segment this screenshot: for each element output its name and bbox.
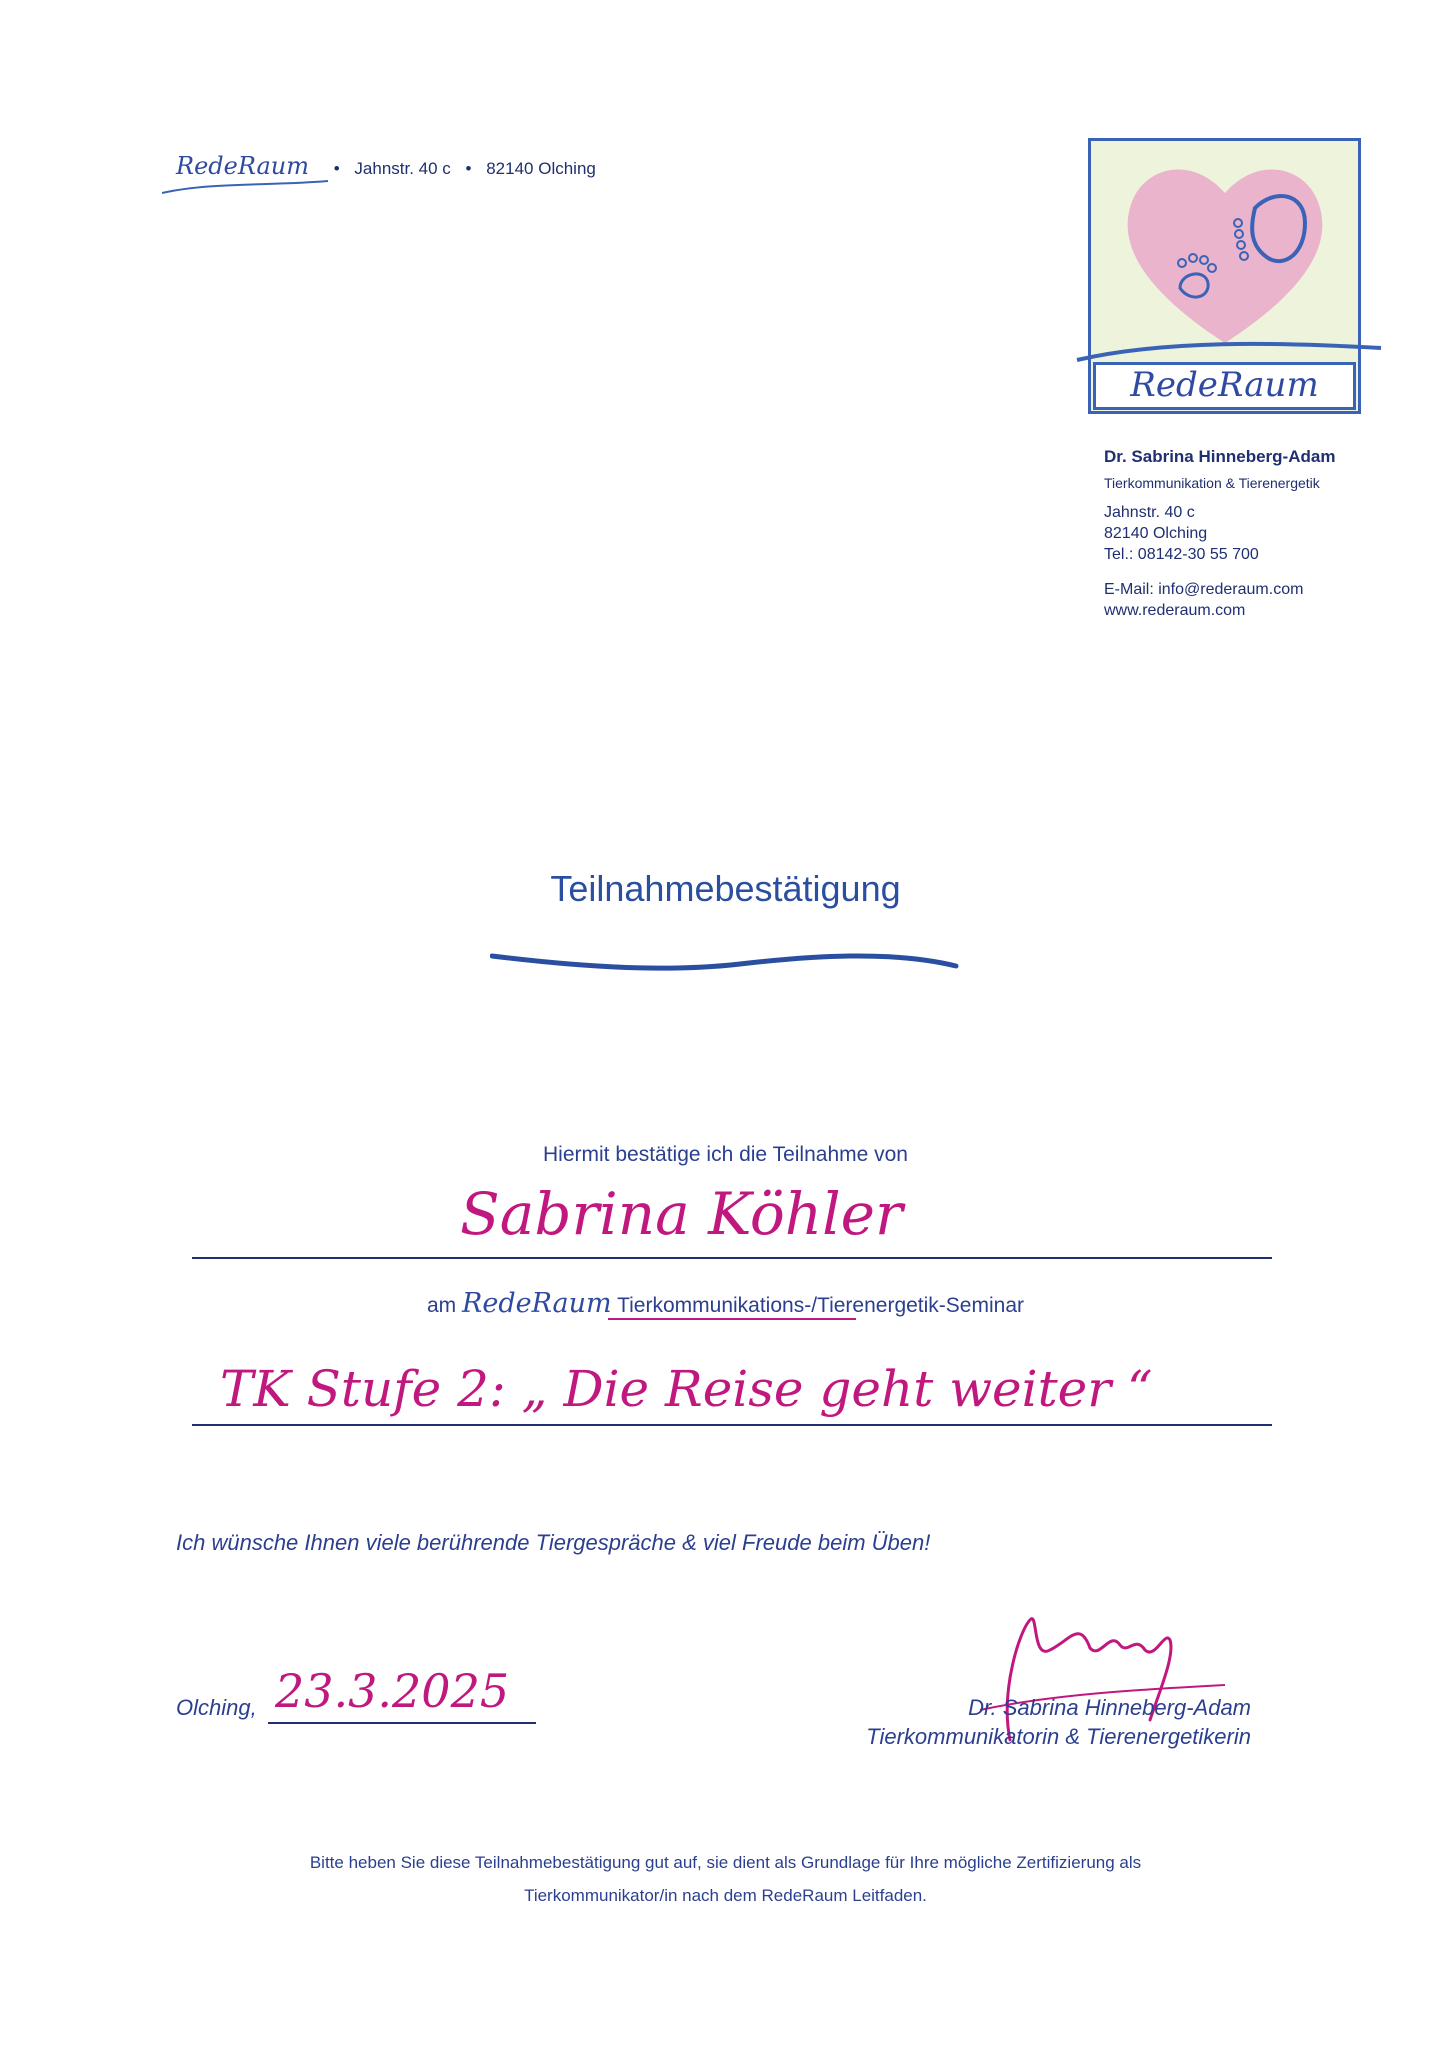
contact-subtitle: Tierkommunikation & Tierenergetik xyxy=(1104,475,1320,491)
separator-dot: • xyxy=(465,159,472,178)
footer-line-1: Bitte heben Sie diese Teilnahmebestätigung gut auf, sie dient als Grundlage für Ihre mögliche Zertifizierung als xyxy=(309,1853,1142,1872)
participant-line xyxy=(192,1257,1272,1259)
contact-street: Jahnstr. 40 c xyxy=(1104,504,1195,521)
separator-dot: • xyxy=(333,159,340,178)
logo-wordmark: RedeRaum xyxy=(1093,362,1356,410)
confirmation-text: Hiermit bestätige ich die Teilnahme von xyxy=(543,1143,908,1166)
seminar-line xyxy=(0,1288,1451,1319)
seminar-title: TK Stufe 2: „ Die Reise geht weiter “ xyxy=(220,1360,1153,1418)
heart-footprint-logo-icon xyxy=(1100,148,1350,358)
wish-text: Ich wünsche Ihnen viele berührende Tiergespräche & viel Freude beim Üben! xyxy=(176,1530,931,1555)
sender-city: 82140 Olching xyxy=(486,159,596,178)
sender-street: Jahnstr. 40 c xyxy=(354,159,451,178)
contact-web: www.rederaum.com xyxy=(1104,602,1246,619)
contact-block xyxy=(1104,446,1335,621)
sender-brand: RedeRaum xyxy=(176,152,309,180)
contact-name: Dr. Sabrina Hinneberg-Adam xyxy=(1104,447,1336,466)
date-line xyxy=(268,1722,536,1724)
contact-phone: Tel.: 08142-30 55 700 xyxy=(1104,546,1259,563)
seminar-underline xyxy=(608,1318,856,1320)
title-swoosh-icon xyxy=(490,946,960,976)
seminar-brand: RedeRaum xyxy=(462,1288,612,1319)
footer-line-2: Tierkommunikator/in nach dem RedeRaum Leitfaden. xyxy=(524,1886,927,1905)
participant-name: Sabrina Köhler xyxy=(460,1180,903,1248)
signature-date: 23.3.2025 xyxy=(275,1664,510,1718)
seminar-prefix: am xyxy=(426,1294,457,1317)
sender-address-line xyxy=(176,152,596,180)
place-label: Olching, xyxy=(176,1695,257,1720)
footer-note xyxy=(0,1846,1451,1912)
signer-block xyxy=(866,1693,1251,1751)
contact-city: 82140 Olching xyxy=(1104,525,1208,542)
sender-swoosh-icon xyxy=(160,178,330,198)
page-title: Teilnahmebestätigung xyxy=(550,868,901,909)
seminar-text: Tierkommunikations-/Tierenergetik-Seminar xyxy=(617,1294,1024,1317)
signer-name: Dr. Sabrina Hinneberg-Adam xyxy=(968,1695,1251,1720)
seminar-title-line xyxy=(192,1424,1272,1426)
contact-email: E-Mail: info@rederaum.com xyxy=(1104,581,1304,598)
signer-title: Tierkommunikatorin & Tierenergetikerin xyxy=(866,1724,1251,1749)
